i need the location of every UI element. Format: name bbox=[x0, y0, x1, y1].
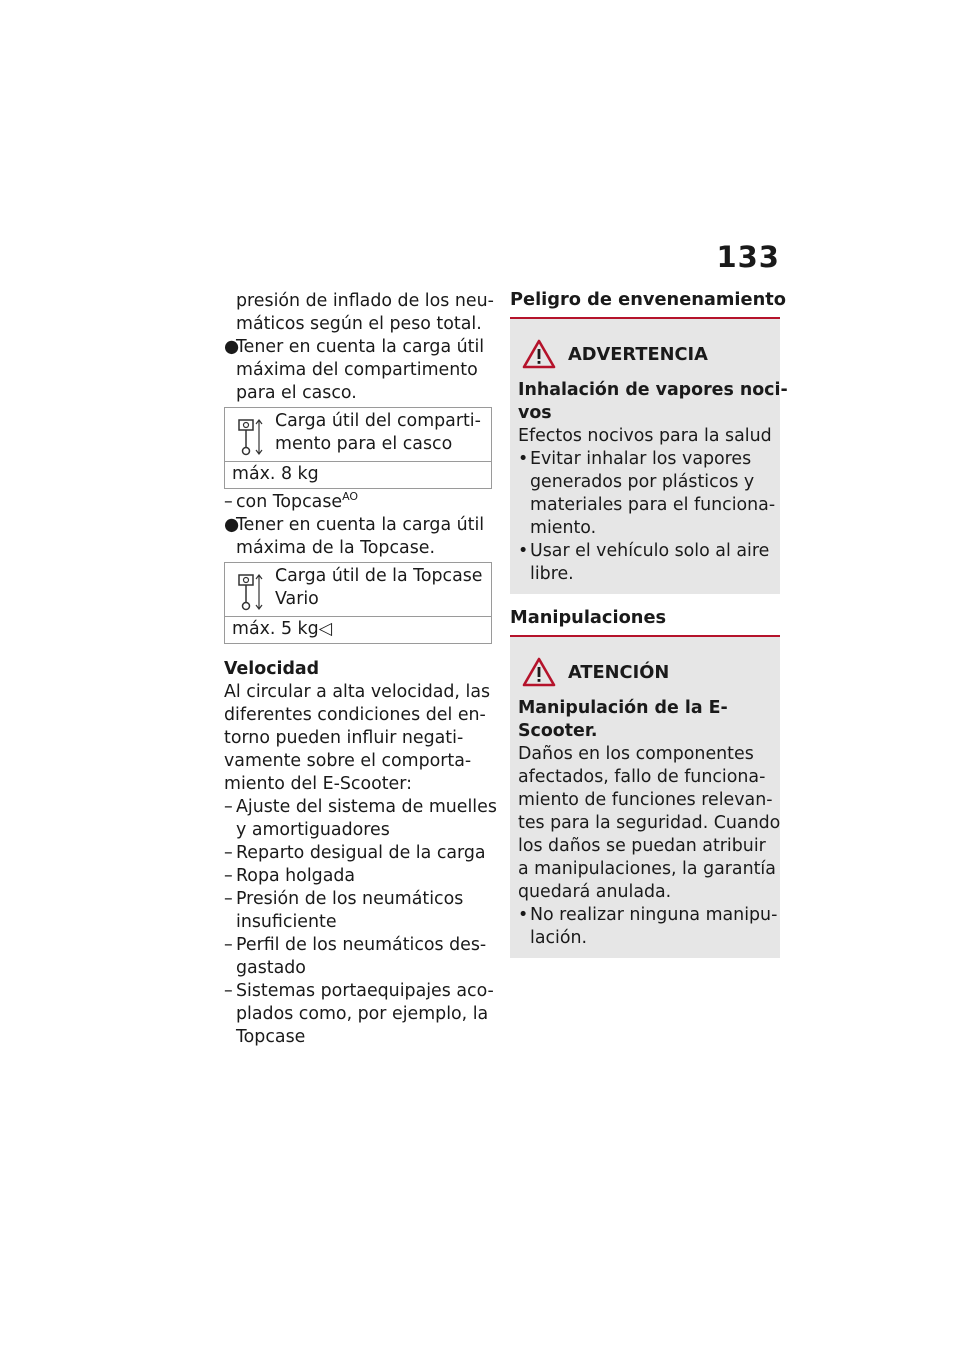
bullet-item: •Usar el vehículo solo al aire libre. bbox=[518, 540, 772, 586]
spec-helmet-load bbox=[224, 407, 492, 489]
warning-triangle-icon bbox=[522, 339, 556, 369]
warning-text: Efectos nocivos para la salud bbox=[518, 426, 772, 446]
option-superscript: AO bbox=[342, 490, 359, 504]
dash-text: Reparto desigual de la carga bbox=[236, 843, 486, 863]
caution-text: los daños se puedan atribuir bbox=[518, 836, 766, 856]
bullet-text: No realizar ninguna manipu- bbox=[530, 905, 778, 925]
bullet-item: •No realizar ninguna manipu- lación. bbox=[518, 905, 778, 948]
bullet-text: libre. bbox=[530, 564, 574, 584]
bullet-text: máxima del compartimento bbox=[236, 360, 478, 380]
bullet-marker: ● bbox=[224, 515, 240, 535]
dash-text: plados como, por ejemplo, la bbox=[236, 1004, 489, 1024]
caution-text: a manipulaciones, la garantía bbox=[518, 859, 776, 879]
dash-text: Ropa holgada bbox=[236, 866, 356, 886]
caution-text: miento de funciones relevan- bbox=[518, 790, 773, 810]
paragraph-line: Al circular a alta velocidad, las bbox=[224, 682, 491, 702]
caution-text: Daños en los componentes bbox=[518, 744, 754, 764]
dash-item: – Reparto desigual de la carga bbox=[224, 843, 486, 863]
caution-text: quedará anulada. bbox=[518, 882, 672, 902]
bullet-text: Usar el vehículo solo al aire bbox=[530, 541, 770, 561]
right-column bbox=[510, 288, 788, 958]
bullet-text: Evitar inhalar los vapores bbox=[530, 449, 752, 469]
bullet-text: lación. bbox=[530, 928, 588, 948]
spec-topcase-load bbox=[224, 562, 492, 644]
section-title-poisoning: Peligro de envenenamiento bbox=[510, 289, 786, 310]
spec-value: máx. 8 kg bbox=[225, 461, 491, 488]
spec-label: Vario bbox=[275, 589, 319, 609]
bullet-text: generados por plásticos y bbox=[530, 472, 755, 492]
caution-text: afectados, fallo de funciona- bbox=[518, 767, 766, 787]
paragraph-line: miento del E-Scooter: bbox=[224, 774, 412, 794]
warning-label: ADVERTENCIA bbox=[568, 343, 708, 365]
paragraph-line: diferentes condiciones del en- bbox=[224, 705, 486, 725]
left-column bbox=[224, 290, 497, 1049]
intro-line: máticos según el peso total. bbox=[236, 314, 482, 334]
dash-text: gastado bbox=[236, 958, 306, 978]
spec-label: mento para el casco bbox=[275, 434, 453, 454]
spec-label: Carga útil del comparti- bbox=[275, 411, 481, 431]
page-number: 133 bbox=[716, 240, 780, 274]
warning-triangle-icon bbox=[522, 657, 556, 687]
caution-header bbox=[518, 653, 772, 691]
caution-label: ATENCIÓN bbox=[568, 661, 670, 683]
spec-value: máx. 5 kg◁ bbox=[225, 616, 491, 643]
dash-text: Topcase bbox=[236, 1027, 306, 1047]
warning-header bbox=[518, 335, 772, 373]
dash-text: y amortiguadores bbox=[236, 820, 390, 840]
bullet-text: materiales para el funciona- bbox=[530, 495, 776, 515]
dash-item: – Ropa holgada bbox=[224, 866, 356, 886]
dash-text: Ajuste del sistema de muelles bbox=[236, 797, 497, 817]
bullet-text: Tener en cuenta la carga útil bbox=[236, 515, 485, 535]
bullet-text: para el casco. bbox=[236, 383, 357, 403]
caution-title: Scooter. bbox=[518, 721, 598, 741]
caution-text: tes para la seguridad. Cuando bbox=[518, 813, 781, 833]
spec-label: Carga útil de la Topcase bbox=[275, 566, 483, 586]
caution-box bbox=[510, 637, 780, 958]
warning-title: vos bbox=[518, 403, 552, 423]
bullet-text: miento. bbox=[530, 518, 597, 538]
dash-item: – Presión de los neumáticos insuficiente bbox=[224, 888, 492, 934]
dash-text: con Topcase bbox=[236, 492, 343, 512]
paragraph-line: torno pueden influir negati- bbox=[224, 728, 464, 748]
dash-text: Presión de los neumáticos bbox=[236, 889, 464, 909]
dash-text: insuficiente bbox=[236, 912, 337, 932]
caution-title: Manipulación de la E- bbox=[518, 698, 728, 718]
paragraph-line: vamente sobre el comporta- bbox=[224, 751, 472, 771]
bullet-text: máxima de la Topcase. bbox=[236, 538, 435, 558]
dash-item: – con Topcase$^{AO}$ bbox=[224, 490, 359, 512]
dash-item: – Ajuste del sistema de muelles y amortiguadores bbox=[224, 797, 497, 840]
warning-box bbox=[510, 319, 788, 594]
weight-load-icon bbox=[237, 418, 263, 456]
bullet-item: •Evitar inhalar los vapores generados por plásticos y materiales para el funciona- miento. bbox=[518, 449, 776, 538]
bullet-marker: ● bbox=[224, 337, 240, 357]
section-title-speed: Velocidad bbox=[224, 659, 320, 679]
dash-item: – Perfil de los neumáticos des- gastado bbox=[224, 934, 492, 980]
weight-load-icon bbox=[237, 573, 263, 611]
dash-text: Sistemas portaequipajes aco- bbox=[236, 981, 494, 1001]
intro-line: presión de inflado de los neu- bbox=[236, 291, 494, 311]
section-title-tampering: Manipulaciones bbox=[510, 607, 667, 628]
bullet-item bbox=[224, 514, 492, 560]
bullet-text: Tener en cuenta la carga útil bbox=[236, 337, 485, 357]
bullet-item bbox=[224, 336, 492, 405]
dash-item: – Sistemas portaequipajes aco- plados como, por ejemplo, la Topcase bbox=[224, 981, 494, 1047]
warning-title: Inhalación de vapores noci- bbox=[518, 380, 788, 400]
dash-text: Perfil de los neumáticos des- bbox=[236, 935, 487, 955]
